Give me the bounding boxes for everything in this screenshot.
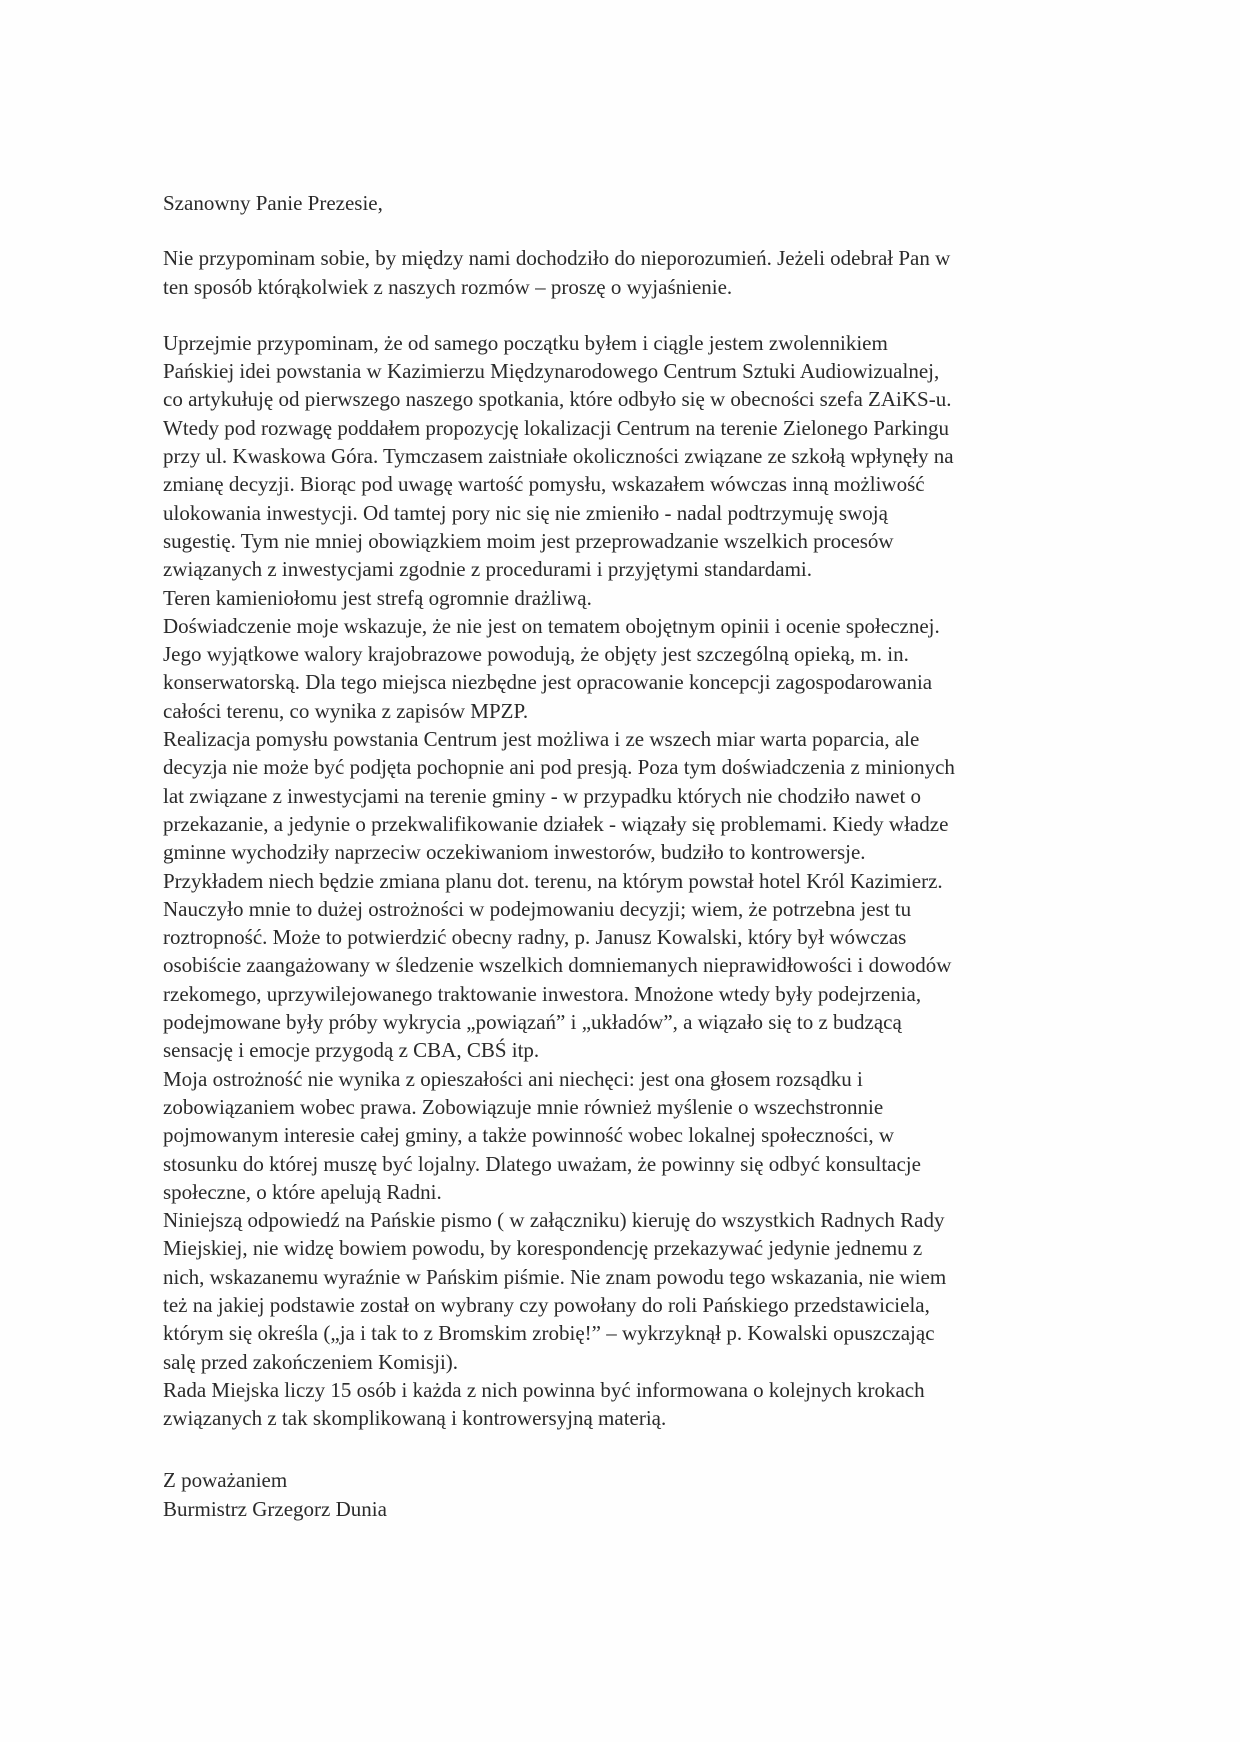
salutation: Szanowny Panie Prezesie, (163, 191, 383, 215)
closing: Z poważaniem (163, 1468, 288, 1493)
text-line: sugestię. Tym nie mniej obowiązkiem moim jest przeprowadzanie wszelkich procesów (163, 528, 894, 553)
text-line: też na jakiej podstawie został on wybrany czy powołany do roli Pańskiego przedstawiciela, (163, 1292, 930, 1317)
text-line: którym się określa („ja i tak to z Bromskim zrobię!” – wykrzyknął p. Kowalski opuszczając (163, 1321, 935, 1346)
text-line: przy ul. Kwaskowa Góra. Tymczasem zaistniałe okoliczności związane ze szkołą wpłynęły na (163, 444, 954, 469)
text-line: sensację i emocje przygodą z CBA, CBŚ itp. (163, 1038, 540, 1063)
text-line: lat związane z inwestycjami na terenie gminy - w przypadku których nie chodziło nawet o (163, 783, 922, 808)
text-line: Moja ostrożność nie wynika z opieszałości ani niechęci: jest ona głosem rozsądku i (163, 1066, 863, 1091)
text-line: nich, wskazanemu wyraźnie w Pańskim piśmie. Nie znam powodu tego wskazania, nie wiem (163, 1264, 947, 1289)
text-line: Uprzejmie przypominam, że od samego początku byłem i ciągle jestem zwolennikiem (163, 330, 888, 355)
text-line: zmianę decyzji. Biorąc pod uwagę wartość pomysłu, wskazałem wówczas inną możliwość (163, 472, 925, 497)
letter-body (163, 189, 1123, 1523)
text-line: osobiście zaangażowany w śledzenie wszelkich domniemanych nieprawidłowości i dowodów (163, 953, 952, 978)
text-line: zobowiązaniem wobec prawa. Zobowiązuje mnie również myślenie o wszechstronnie (163, 1094, 884, 1119)
text-line: całości terenu, co wynika z zapisów MPZP. (163, 698, 529, 723)
text-line: ulokowania inwestycji. Od tamtej pory nic się nie zmieniło - nadal podtrzymuję swoją (163, 500, 888, 525)
text-line: Jego wyjątkowe walory krajobrazowe powodują, że objęty jest szczególną opieką, m. in. (163, 642, 909, 667)
text-line: związanych z inwestycjami zgodnie z procedurami i przyjętymi standardami. (163, 557, 813, 582)
text-line: przekazanie, a jedynie o przekwalifikowanie działek - wiązały się problemami. Kiedy władze (163, 811, 949, 836)
text-line: Rada Miejska liczy 15 osób i każda z nich powinna być informowana o kolejnych krokach (163, 1377, 925, 1402)
text-line: ten sposób którąkolwiek z naszych rozmów – proszę o wyjaśnienie. (163, 274, 733, 299)
signature: Burmistrz Grzegorz Dunia (163, 1496, 387, 1521)
text-line: Nie przypominam sobie, by między nami dochodziło do nieporozumień. Jeżeli odebrał Pan w (163, 246, 951, 271)
text-line: gminne wychodziły naprzeciw oczekiwaniom inwestorów, budziło to kontrowersje. (163, 840, 866, 865)
text-line: Pańskiej idei powstania w Kazimierzu Międzynarodowego Centrum Sztuki Audiowizualnej, (163, 359, 940, 384)
text-line: Wtedy pod rozwagę poddałem propozycję lokalizacji Centrum na terenie Zielonego Parkingu (163, 415, 950, 440)
text-line: związanych z tak skomplikowaną i kontrowersyjną materią. (163, 1406, 667, 1431)
text-line: Doświadczenie moje wskazuje, że nie jest on tematem obojętnym opinii i ocenie społecznej. (163, 613, 940, 638)
text-line: roztropność. Może to potwierdzić obecny radny, p. Janusz Kowalski, który był wówczas (163, 925, 907, 950)
paragraph-main (163, 329, 1123, 1433)
paragraph-intro (163, 244, 1123, 301)
signature-block (163, 1466, 1123, 1523)
text-line: co artykułuję od pierwszego naszego spotkania, które odbyło się w obecności szefa ZAiKS-u. (163, 387, 952, 412)
text-line: Teren kamieniołomu jest strefą ogromnie drażliwą. (163, 585, 592, 610)
text-line: Przykładem niech będzie zmiana planu dot. terenu, na którym powstał hotel Król Kazimierz. (163, 868, 943, 893)
text-line: społeczne, o które apelują Radni. (163, 1179, 442, 1204)
text-line: konserwatorską. Dla tego miejsca niezbędne jest opracowanie koncepcji zagospodarowania (163, 670, 933, 695)
text-line: Nauczyło mnie to dużej ostrożności w podejmowaniu decyzji; wiem, że potrzebna jest tu (163, 896, 912, 921)
text-line: podejmowane były próby wykrycia „powiązań” i „układów”, a wiązało się to z budzącą (163, 1010, 902, 1035)
text-line: salę przed zakończeniem Komisji). (163, 1349, 459, 1374)
text-line: stosunku do której muszę być lojalny. Dlatego uważam, że powinny się odbyć konsultacje (163, 1151, 921, 1176)
text-line: Miejskiej, nie widzę bowiem powodu, by korespondencję przekazywać jedynie jednemu z (163, 1236, 923, 1261)
text-line: pojmowanym interesie całej gminy, a także powinność wobec lokalnej społeczności, w (163, 1123, 895, 1148)
text-line: decyzja nie może być podjęta pochopnie ani pod presją. Poza tym doświadczenia z minionych (163, 755, 955, 780)
text-line: rzekomego, uprzywilejowanego traktowanie inwestora. Mnożone wtedy były podejrzenia, (163, 981, 922, 1006)
text-line: Niniejszą odpowiedź na Pańskie pismo ( w załączniku) kieruję do wszystkich Radnych Rady (163, 1208, 945, 1233)
text-line: Realizacja pomysłu powstania Centrum jest możliwa i ze wszech miar warta poparcia, ale (163, 727, 920, 752)
